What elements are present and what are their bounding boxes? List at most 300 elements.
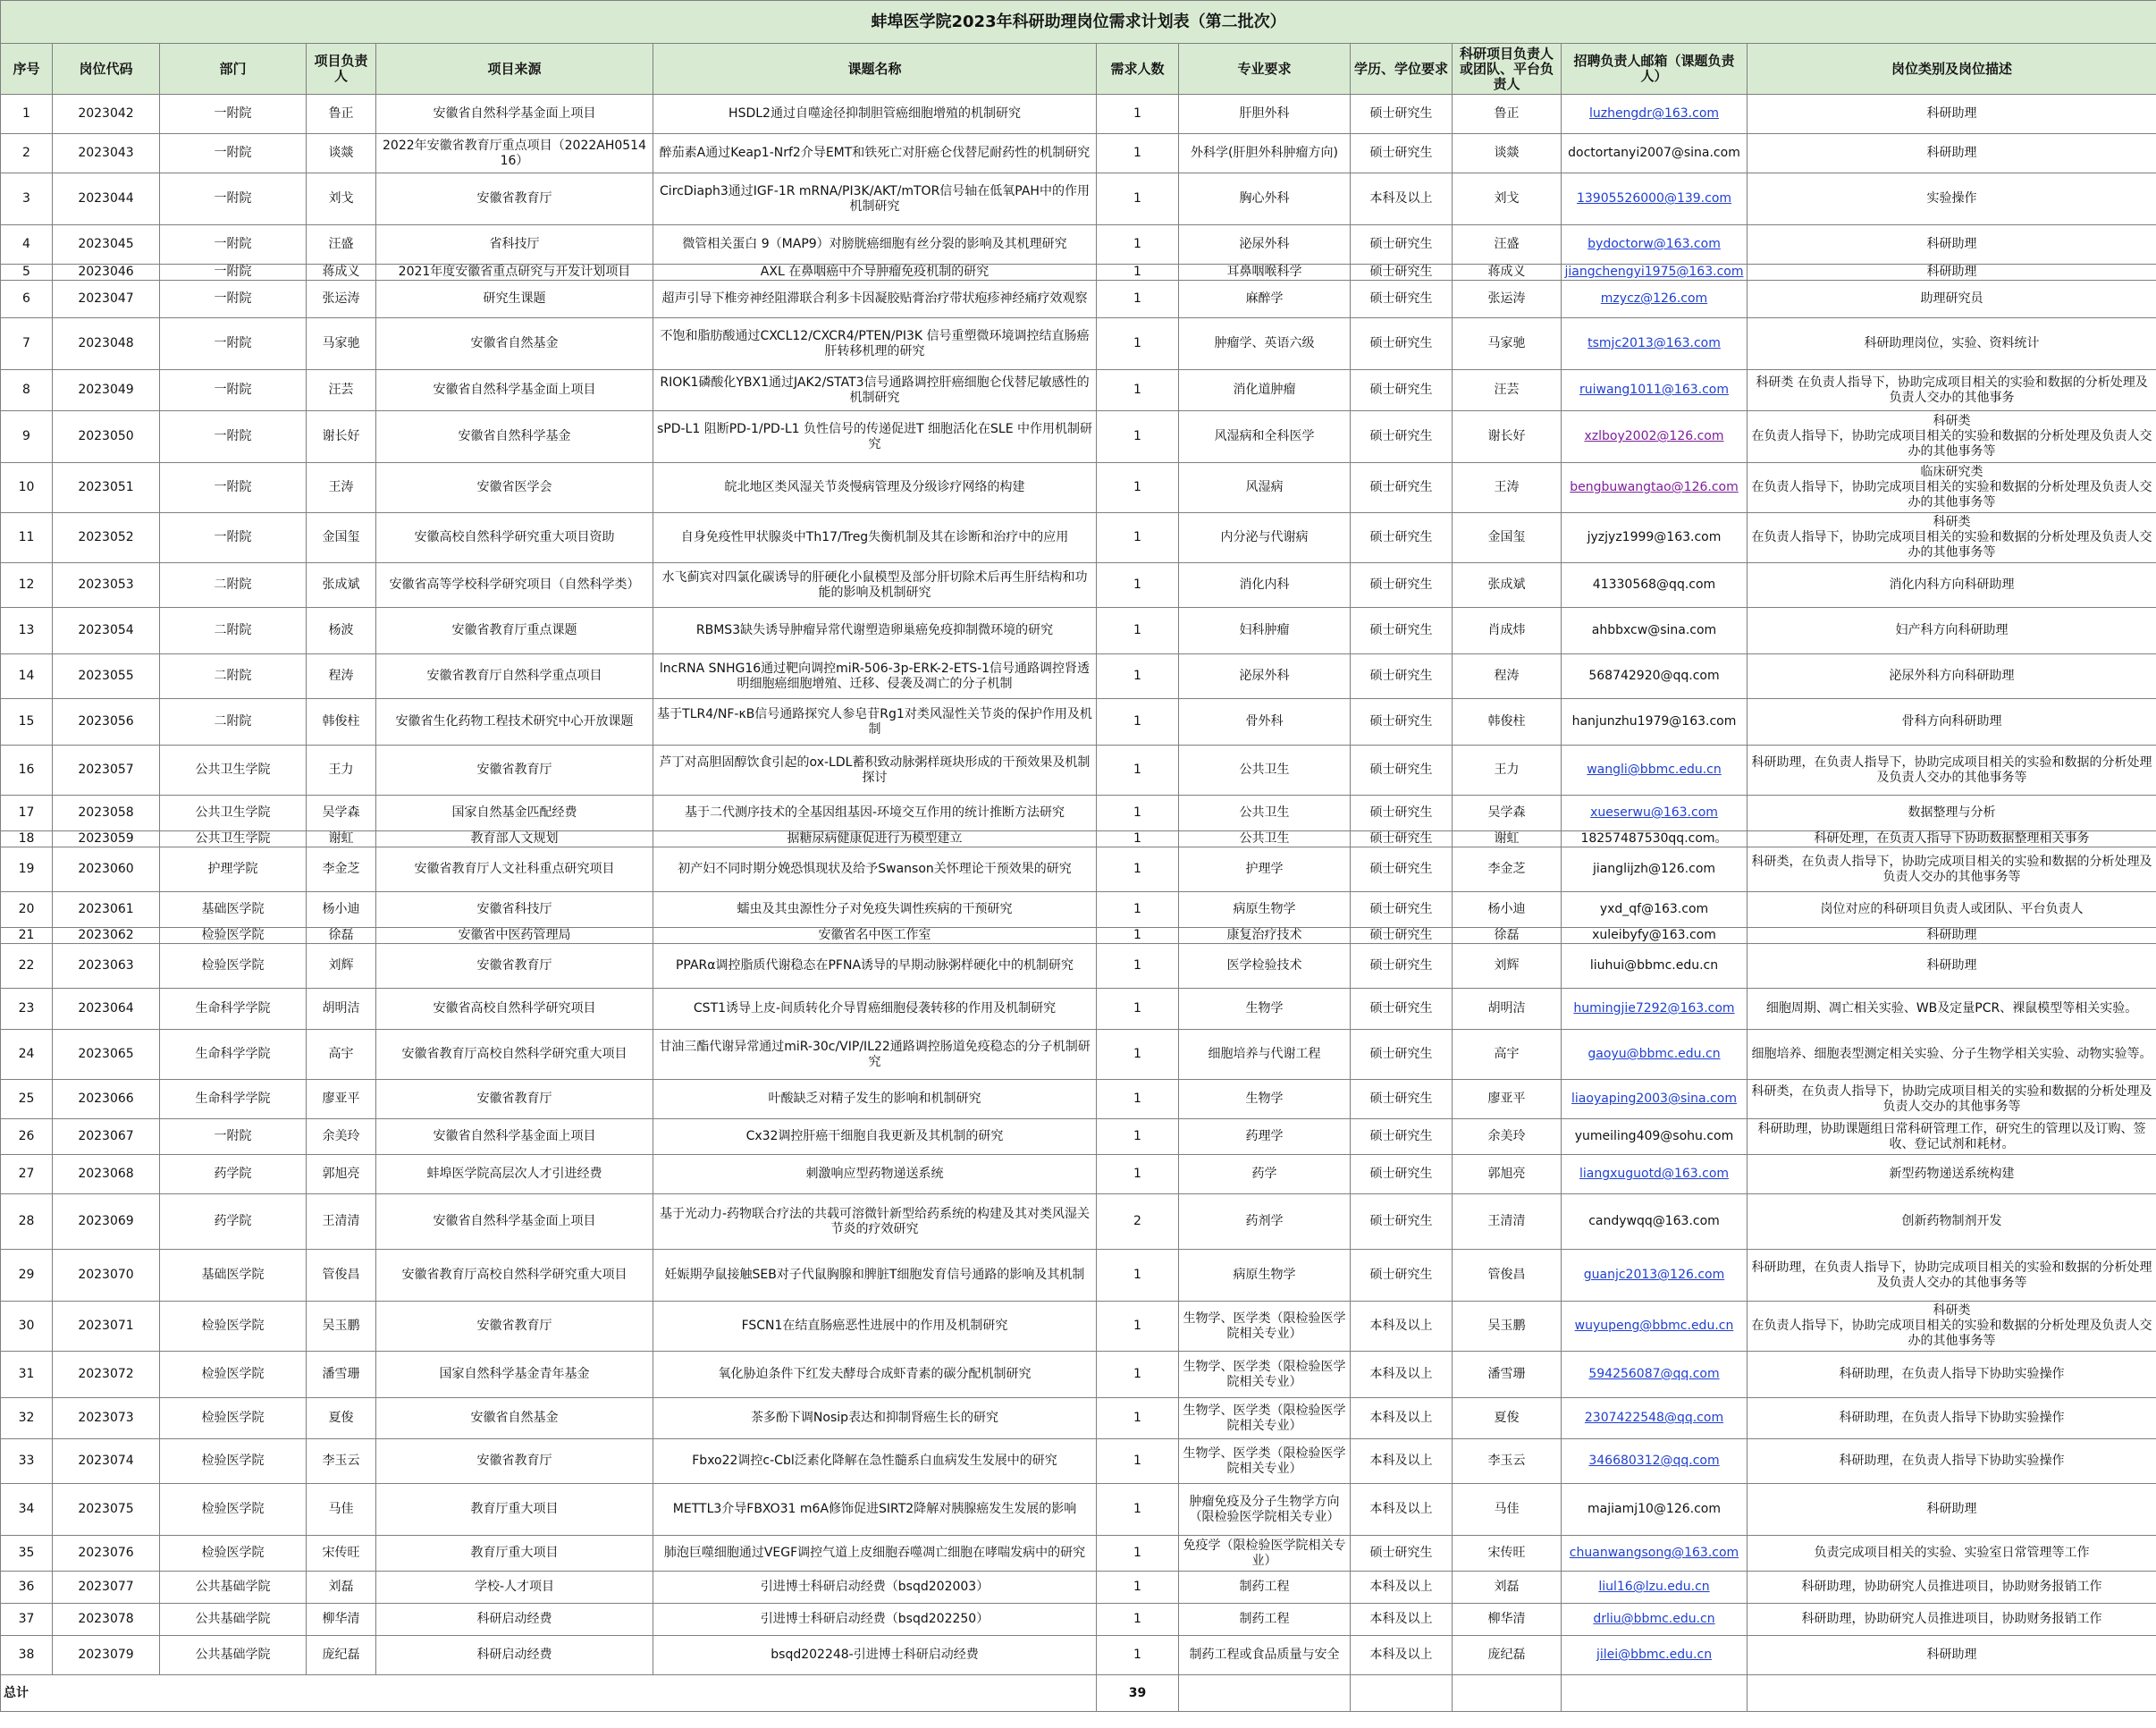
position-code: 2023059: [53, 831, 160, 847]
table-row: [1, 1572, 2156, 1604]
department: 二附院: [160, 563, 307, 608]
row-number: 17: [1, 796, 53, 831]
row-number: 34: [1, 1484, 53, 1536]
team-leader: 管俊昌: [1453, 1250, 1562, 1302]
position-code: 2023064: [53, 989, 160, 1030]
email-link[interactable]: bengbuwangtao@126.com: [1570, 480, 1739, 494]
team-leader: 李金芝: [1453, 847, 1562, 892]
position-description: 科研助理，在负责人指导下协助实验操作: [1748, 1398, 2156, 1439]
recruiter-email: [1562, 608, 1748, 654]
project-leader: 马佳: [307, 1484, 376, 1536]
total-empty-cell: [1351, 1675, 1453, 1712]
demand-count: 1: [1097, 1398, 1179, 1439]
row-number: 37: [1, 1604, 53, 1636]
recruiter-email: [1562, 944, 1748, 989]
position-description: 科研助理，协助课题组日常科研管理工作，研究生的管理以及订购、签收、登记试剂和耗材。: [1748, 1119, 2156, 1155]
project-source: 国家自然科学基金青年基金: [376, 1352, 653, 1398]
email-link: jianglijzh@126.com: [1592, 862, 1716, 876]
table-row: [1, 1250, 2156, 1302]
project-leader: 王力: [307, 746, 376, 796]
degree-requirement: 硕士研究生: [1351, 134, 1453, 173]
team-leader: 吴玉鹏: [1453, 1302, 1562, 1352]
position-description: 负责完成项目相关的实验、实验室日常管理等工作: [1748, 1536, 2156, 1572]
degree-requirement: 硕士研究生: [1351, 1155, 1453, 1194]
major-requirement: 生物学: [1179, 1080, 1351, 1119]
email-link: yxd_qf@163.com: [1599, 902, 1709, 916]
project-leader: 谈燚: [307, 134, 376, 173]
table-row: [1, 318, 2156, 370]
team-leader: 廖亚平: [1453, 1080, 1562, 1119]
topic-name: 引进博士科研启动经费（bsqd202250）: [653, 1604, 1097, 1636]
position-description: 科研助理: [1748, 1636, 2156, 1675]
position-description: 创新药物制剂开发: [1748, 1194, 2156, 1250]
major-requirement: 风湿病: [1179, 463, 1351, 513]
table-row: [1, 173, 2156, 225]
email-link: majiamj10@126.com: [1588, 1502, 1721, 1516]
topic-name: 肺泡巨噬细胞通过VEGF调控气道上皮细胞吞噬凋亡细胞在哮喘发病中的研究: [653, 1536, 1097, 1572]
row-number: 5: [1, 265, 53, 281]
email-link[interactable]: humingjie7292@163.com: [1573, 1001, 1735, 1016]
row-number: 3: [1, 173, 53, 225]
team-leader: 刘辉: [1453, 944, 1562, 989]
email-link[interactable]: liaoyaping2003@sina.com: [1571, 1092, 1737, 1106]
topic-name: CircDiaph3通过IGF-1R mRNA/PI3K/AKT/mTOR信号轴在低氧PAH中的作用机制研究: [653, 173, 1097, 225]
department: 二附院: [160, 699, 307, 746]
position-code: 2023047: [53, 281, 160, 318]
row-number: 30: [1, 1302, 53, 1352]
major-requirement: 生物学、医学类（限检验医学院相关专业）: [1179, 1352, 1351, 1398]
degree-requirement: 硕士研究生: [1351, 1250, 1453, 1302]
demand-count: 1: [1097, 563, 1179, 608]
table-row: [1, 225, 2156, 265]
project-leader: 徐磊: [307, 928, 376, 944]
project-source: 安徽省自然基金: [376, 318, 653, 370]
project-source: 安徽省教育厅重点课题: [376, 608, 653, 654]
email-link: ahbbxcw@sina.com: [1591, 623, 1717, 637]
project-source: 学校-人才项目: [376, 1572, 653, 1604]
row-number: 14: [1, 654, 53, 699]
degree-requirement: 本科及以上: [1351, 1439, 1453, 1484]
position-code: 2023066: [53, 1080, 160, 1119]
project-leader: 李玉云: [307, 1439, 376, 1484]
table-row: [1, 1636, 2156, 1675]
degree-requirement: 硕士研究生: [1351, 1080, 1453, 1119]
position-code: 2023079: [53, 1636, 160, 1675]
column-header: 招聘负责人邮箱（课题负责人）: [1562, 44, 1748, 95]
project-leader: 吴玉鹏: [307, 1302, 376, 1352]
project-leader: 宋传旺: [307, 1536, 376, 1572]
project-leader: 郭旭亮: [307, 1155, 376, 1194]
department: 一附院: [160, 1119, 307, 1155]
recruiter-email: [1562, 370, 1748, 411]
recruiter-email: [1562, 318, 1748, 370]
position-code: 2023042: [53, 95, 160, 134]
project-source: 安徽省科技厅: [376, 892, 653, 928]
project-source: 安徽省教育厅自然科学重点项目: [376, 654, 653, 699]
table-row: [1, 1536, 2156, 1572]
project-leader: 谢虹: [307, 831, 376, 847]
recruiter-email: [1562, 1484, 1748, 1536]
table-row: [1, 1155, 2156, 1194]
email-link: yumeiling409@sohu.com: [1574, 1129, 1734, 1143]
table-title: 蚌埠医学院2023年科研助理岗位需求计划表（第二批次）: [1, 1, 2156, 44]
recruiter-email: [1562, 847, 1748, 892]
recruiter-email: [1562, 1536, 1748, 1572]
row-number: 16: [1, 746, 53, 796]
topic-name: 基于TLR4/NF-κB信号通路探究人参皂苷Rg1对类风湿性关节炎的保护作用及机制: [653, 699, 1097, 746]
department: 公共基础学院: [160, 1604, 307, 1636]
team-leader: 徐磊: [1453, 928, 1562, 944]
topic-name: 自身免疫性甲状腺炎中Th17/Treg失衡机制及其在诊断和治疗中的应用: [653, 513, 1097, 563]
department: 一附院: [160, 463, 307, 513]
demand-count: 1: [1097, 411, 1179, 463]
total-empty-cell: [1562, 1675, 1748, 1712]
project-source: 安徽省自然基金: [376, 1398, 653, 1439]
position-code: 2023070: [53, 1250, 160, 1302]
project-source: 安徽省教育厅: [376, 1080, 653, 1119]
table-row: [1, 463, 2156, 513]
recruiter-email: [1562, 411, 1748, 463]
degree-requirement: 硕士研究生: [1351, 513, 1453, 563]
position-description: 科研助理: [1748, 1484, 2156, 1536]
email-link[interactable]: xueserwu@163.com: [1590, 805, 1718, 820]
topic-name: METTL3介导FBXO31 m6A修饰促进SIRT2降解对胰腺癌发生发展的影响: [653, 1484, 1097, 1536]
team-leader: 潘雪珊: [1453, 1352, 1562, 1398]
department: 生命科学学院: [160, 1030, 307, 1080]
table-row: [1, 95, 2156, 134]
degree-requirement: 硕士研究生: [1351, 1536, 1453, 1572]
row-number: 21: [1, 928, 53, 944]
project-leader: 蒋成义: [307, 265, 376, 281]
recruiter-email: [1562, 892, 1748, 928]
department: 检验医学院: [160, 1484, 307, 1536]
project-source: 安徽高校自然科学研究重大项目资助: [376, 513, 653, 563]
position-description: 新型药物递送系统构建: [1748, 1155, 2156, 1194]
column-header: 学历、学位要求: [1351, 44, 1453, 95]
recruiter-email: [1562, 831, 1748, 847]
table-row: [1, 847, 2156, 892]
project-leader: 汪芸: [307, 370, 376, 411]
team-leader: 程涛: [1453, 654, 1562, 699]
position-code: 2023061: [53, 892, 160, 928]
demand-count: 1: [1097, 1030, 1179, 1080]
position-description: 泌尿外科方向科研助理: [1748, 654, 2156, 699]
department: 一附院: [160, 95, 307, 134]
position-description: 科研助理: [1748, 134, 2156, 173]
project-source: 2022年安徽省教育厅重点项目（2022AH051416）: [376, 134, 653, 173]
email-link[interactable]: xzlboy2002@126.com: [1584, 429, 1724, 443]
department: 护理学院: [160, 847, 307, 892]
row-number: 28: [1, 1194, 53, 1250]
department: 生命科学学院: [160, 989, 307, 1030]
position-code: 2023054: [53, 608, 160, 654]
email-link[interactable]: bydoctorw@163.com: [1588, 237, 1721, 251]
topic-name: 水飞蓟宾对四氯化碳诱导的肝硬化小鼠模型及部分肝切除术后再生肝结构和功能的影响及机制研究: [653, 563, 1097, 608]
email-link: liuhui@bbmc.edu.cn: [1589, 958, 1719, 973]
major-requirement: 肝胆外科: [1179, 95, 1351, 134]
topic-name: 氧化胁迫条件下红发夫酵母合成虾青素的碳分配机制研究: [653, 1352, 1097, 1398]
row-number: 6: [1, 281, 53, 318]
table-row: [1, 1080, 2156, 1119]
degree-requirement: 硕士研究生: [1351, 318, 1453, 370]
row-number: 10: [1, 463, 53, 513]
major-requirement: 细胞培养与代谢工程: [1179, 1030, 1351, 1080]
project-leader: 鲁正: [307, 95, 376, 134]
email-link[interactable]: luzhengdr@163.com: [1588, 106, 1720, 121]
team-leader: 马家驰: [1453, 318, 1562, 370]
demand-count: 1: [1097, 265, 1179, 281]
department: 一附院: [160, 411, 307, 463]
demand-count: 1: [1097, 699, 1179, 746]
demand-count: 1: [1097, 1119, 1179, 1155]
email-link[interactable]: wangli@bbmc.edu.cn: [1587, 763, 1722, 777]
major-requirement: 药理学: [1179, 1119, 1351, 1155]
row-number: 38: [1, 1636, 53, 1675]
email-link[interactable]: jiangchengyi1975@163.com: [1564, 265, 1744, 279]
position-code: 2023060: [53, 847, 160, 892]
table-row: [1, 989, 2156, 1030]
table-row: [1, 944, 2156, 989]
project-leader: 刘辉: [307, 944, 376, 989]
email-link[interactable]: 346680312@qq.com: [1588, 1454, 1720, 1468]
position-code: 2023062: [53, 928, 160, 944]
project-leader: 杨波: [307, 608, 376, 654]
column-header: 专业要求: [1179, 44, 1351, 95]
major-requirement: 泌尿外科: [1179, 654, 1351, 699]
major-requirement: 康复治疗技术: [1179, 928, 1351, 944]
project-source: 安徽省教育厅: [376, 746, 653, 796]
major-requirement: 免疫学（限检验医学院相关专业）: [1179, 1536, 1351, 1572]
email-link[interactable]: mzycz@126.com: [1600, 291, 1708, 306]
position-code: 2023043: [53, 134, 160, 173]
major-requirement: 肿瘤学、英语六级: [1179, 318, 1351, 370]
position-description: 科研类 在负责人指导下，协助完成项目相关的实验和数据的分析处理及负责人交办的其他事务等: [1748, 1302, 2156, 1352]
topic-name: 茶多酚下调Nosip表达和抑制肾癌生长的研究: [653, 1398, 1097, 1439]
topic-name: 醉茄素A通过Keap1-Nrf2介导EMT和铁死亡对肝癌仑伐替尼耐药性的机制研究: [653, 134, 1097, 173]
email-link[interactable]: 594256087@qq.com: [1588, 1367, 1720, 1381]
position-code: 2023073: [53, 1398, 160, 1439]
total-empty-cell: [1179, 1675, 1351, 1712]
email-link[interactable]: liangxuguotd@163.com: [1579, 1167, 1730, 1181]
project-leader: 金国玺: [307, 513, 376, 563]
position-description: 科研类，在负责人指导下，协助完成项目相关的实验和数据的分析处理及负责人交办的其他事务等: [1748, 847, 2156, 892]
project-source: 安徽省自然科学基金面上项目: [376, 370, 653, 411]
degree-requirement: 硕士研究生: [1351, 1030, 1453, 1080]
row-number: 23: [1, 989, 53, 1030]
position-code: 2023071: [53, 1302, 160, 1352]
team-leader: 鲁正: [1453, 95, 1562, 134]
position-description: 科研类 在负责人指导下，协助完成项目相关的实验和数据的分析处理及负责人交办的其他事务: [1748, 370, 2156, 411]
project-leader: 刘磊: [307, 1572, 376, 1604]
recruiter-email: [1562, 796, 1748, 831]
position-code: 2023078: [53, 1604, 160, 1636]
project-source: 安徽省教育厅人文社科重点研究项目: [376, 847, 653, 892]
topic-name: Fbxo22调控c-Cbl泛素化降解在急性髓系白血病发生发展中的研究: [653, 1439, 1097, 1484]
total-label: 总计: [1, 1675, 1097, 1712]
position-description: 科研助理，在负责人指导下，协助完成项目相关的实验和数据的分析处理及负责人交办的其他事务等: [1748, 746, 2156, 796]
demand-count: 1: [1097, 318, 1179, 370]
position-description: 科研类 在负责人指导下，协助完成项目相关的实验和数据的分析处理及负责人交办的其他事务等: [1748, 411, 2156, 463]
row-number: 26: [1, 1119, 53, 1155]
position-code: 2023074: [53, 1439, 160, 1484]
position-code: 2023056: [53, 699, 160, 746]
major-requirement: 消化道肿瘤: [1179, 370, 1351, 411]
major-requirement: 制药工程: [1179, 1572, 1351, 1604]
team-leader: 王清清: [1453, 1194, 1562, 1250]
recruiter-email: [1562, 173, 1748, 225]
email-link[interactable]: 2307422548@qq.com: [1584, 1411, 1724, 1425]
team-leader: 夏俊: [1453, 1398, 1562, 1439]
recruiter-email: [1562, 513, 1748, 563]
demand-count: 1: [1097, 95, 1179, 134]
row-number: 33: [1, 1439, 53, 1484]
project-leader: 庞纪磊: [307, 1636, 376, 1675]
degree-requirement: 本科及以上: [1351, 173, 1453, 225]
row-number: 24: [1, 1030, 53, 1080]
email-link[interactable]: 13905526000@139.com: [1576, 191, 1732, 206]
demand-count: 1: [1097, 370, 1179, 411]
department: 检验医学院: [160, 1398, 307, 1439]
recruiter-email: [1562, 281, 1748, 318]
position-description: 科研助理岗位，实验、资料统计: [1748, 318, 2156, 370]
demand-count: 1: [1097, 281, 1179, 318]
email-link[interactable]: chuanwangsong@163.com: [1569, 1546, 1739, 1560]
major-requirement: 药学: [1179, 1155, 1351, 1194]
position-description: 科研助理，在负责人指导下协助实验操作: [1748, 1439, 2156, 1484]
position-description: 科研助理: [1748, 95, 2156, 134]
email-link[interactable]: guanjc2013@126.com: [1583, 1268, 1725, 1282]
major-requirement: 药剂学: [1179, 1194, 1351, 1250]
topic-name: bsqd202248-引进博士科研启动经费: [653, 1636, 1097, 1675]
team-leader: 杨小迪: [1453, 892, 1562, 928]
project-source: 安徽省中医药管理局: [376, 928, 653, 944]
title-row: [1, 1, 2156, 44]
table-row: [1, 1439, 2156, 1484]
team-leader: 韩俊柱: [1453, 699, 1562, 746]
project-source: 教育厅重大项目: [376, 1536, 653, 1572]
team-leader: 刘戈: [1453, 173, 1562, 225]
team-leader: 王力: [1453, 746, 1562, 796]
email-link[interactable]: liul16@lzu.edu.cn: [1598, 1580, 1710, 1594]
recruiter-email: [1562, 1572, 1748, 1604]
project-leader: 汪盛: [307, 225, 376, 265]
degree-requirement: 硕士研究生: [1351, 944, 1453, 989]
project-source: 教育厅重大项目: [376, 1484, 653, 1536]
column-header: 项目来源: [376, 44, 653, 95]
team-leader: 刘磊: [1453, 1572, 1562, 1604]
position-description: 妇产科方向科研助理: [1748, 608, 2156, 654]
column-header: 科研项目负责人或团队、平台负责人: [1453, 44, 1562, 95]
email-link[interactable]: wuyupeng@bbmc.edu.cn: [1574, 1319, 1734, 1333]
topic-name: 叶酸缺乏对精子发生的影响和机制研究: [653, 1080, 1097, 1119]
position-code: 2023058: [53, 796, 160, 831]
recruiter-email: [1562, 1636, 1748, 1675]
position-code: 2023055: [53, 654, 160, 699]
major-requirement: 护理学: [1179, 847, 1351, 892]
project-leader: 高宇: [307, 1030, 376, 1080]
recruiter-email: [1562, 134, 1748, 173]
position-description: 助理研究员: [1748, 281, 2156, 318]
email-link[interactable]: jilei@bbmc.edu.cn: [1596, 1648, 1713, 1662]
degree-requirement: 硕士研究生: [1351, 796, 1453, 831]
project-leader: 余美玲: [307, 1119, 376, 1155]
email-link[interactable]: tsmjc2013@163.com: [1588, 336, 1721, 350]
position-description: 细胞周期、凋亡相关实验、WB及定量PCR、裸鼠模型等相关实验。: [1748, 989, 2156, 1030]
position-description: 实验操作: [1748, 173, 2156, 225]
degree-requirement: 硕士研究生: [1351, 699, 1453, 746]
column-header: 课题名称: [653, 44, 1097, 95]
major-requirement: 公共卫生: [1179, 831, 1351, 847]
column-header: 岗位代码: [53, 44, 160, 95]
department: 检验医学院: [160, 944, 307, 989]
topic-name: 据糖尿病健康促进行为模型建立: [653, 831, 1097, 847]
row-number: 31: [1, 1352, 53, 1398]
table-row: [1, 513, 2156, 563]
email-link[interactable]: gaoyu@bbmc.edu.cn: [1588, 1047, 1721, 1061]
degree-requirement: 硕士研究生: [1351, 1119, 1453, 1155]
department: 药学院: [160, 1194, 307, 1250]
recruiter-email: [1562, 265, 1748, 281]
row-number: 8: [1, 370, 53, 411]
position-code: 2023076: [53, 1536, 160, 1572]
topic-name: sPD-L1 阻断PD-1/PD-L1 负性信号的传递促进T 细胞活化在SLE 中作用机制研究: [653, 411, 1097, 463]
project-source: 安徽省教育厅: [376, 944, 653, 989]
team-leader: 汪芸: [1453, 370, 1562, 411]
recruiter-email: [1562, 1398, 1748, 1439]
major-requirement: 公共卫生: [1179, 796, 1351, 831]
demand-count: 1: [1097, 173, 1179, 225]
row-number: 20: [1, 892, 53, 928]
department: 一附院: [160, 173, 307, 225]
topic-name: 基于二代测序技术的全基因组基因-环境交互作用的统计推断方法研究: [653, 796, 1097, 831]
email-link[interactable]: ruiwang1011@163.com: [1579, 383, 1729, 397]
team-leader: 蒋成义: [1453, 265, 1562, 281]
total-empty-cell: [1453, 1675, 1562, 1712]
major-requirement: 麻醉学: [1179, 281, 1351, 318]
project-source: 安徽省教育厅高校自然科学研究重大项目: [376, 1030, 653, 1080]
row-number: 36: [1, 1572, 53, 1604]
recruiter-email: [1562, 1119, 1748, 1155]
demand-count: 1: [1097, 944, 1179, 989]
major-requirement: 制药工程或食品质量与安全: [1179, 1636, 1351, 1675]
email-link[interactable]: drliu@bbmc.edu.cn: [1593, 1612, 1715, 1626]
degree-requirement: 硕士研究生: [1351, 281, 1453, 318]
major-requirement: 生物学、医学类（限检验医学院相关专业）: [1179, 1398, 1351, 1439]
topic-name: HSDL2通过自噬途径抑制胆管癌细胞增殖的机制研究: [653, 95, 1097, 134]
table-row: [1, 1352, 2156, 1398]
degree-requirement: 硕士研究生: [1351, 608, 1453, 654]
topic-name: 芦丁对高胆固醇饮食引起的ox-LDL蓄积致动脉粥样斑块形成的干预效果及机制探讨: [653, 746, 1097, 796]
demand-count: 1: [1097, 1302, 1179, 1352]
demand-count: 1: [1097, 831, 1179, 847]
degree-requirement: 硕士研究生: [1351, 654, 1453, 699]
position-code: 2023052: [53, 513, 160, 563]
demand-count: 1: [1097, 463, 1179, 513]
department: 公共卫生学院: [160, 831, 307, 847]
position-code: 2023045: [53, 225, 160, 265]
topic-name: 超声引导下椎旁神经阻滞联合利多卡因凝胶贴膏治疗带状疱疹神经痛疗效观察: [653, 281, 1097, 318]
demand-count: 2: [1097, 1194, 1179, 1250]
table-row: [1, 699, 2156, 746]
team-leader: 金国玺: [1453, 513, 1562, 563]
position-code: 2023075: [53, 1484, 160, 1536]
position-code: 2023067: [53, 1119, 160, 1155]
table-row: [1, 370, 2156, 411]
position-description: 科研类 在负责人指导下，协助完成项目相关的实验和数据的分析处理及负责人交办的其他事务等: [1748, 513, 2156, 563]
row-number: 13: [1, 608, 53, 654]
project-leader: 刘戈: [307, 173, 376, 225]
degree-requirement: 硕士研究生: [1351, 831, 1453, 847]
